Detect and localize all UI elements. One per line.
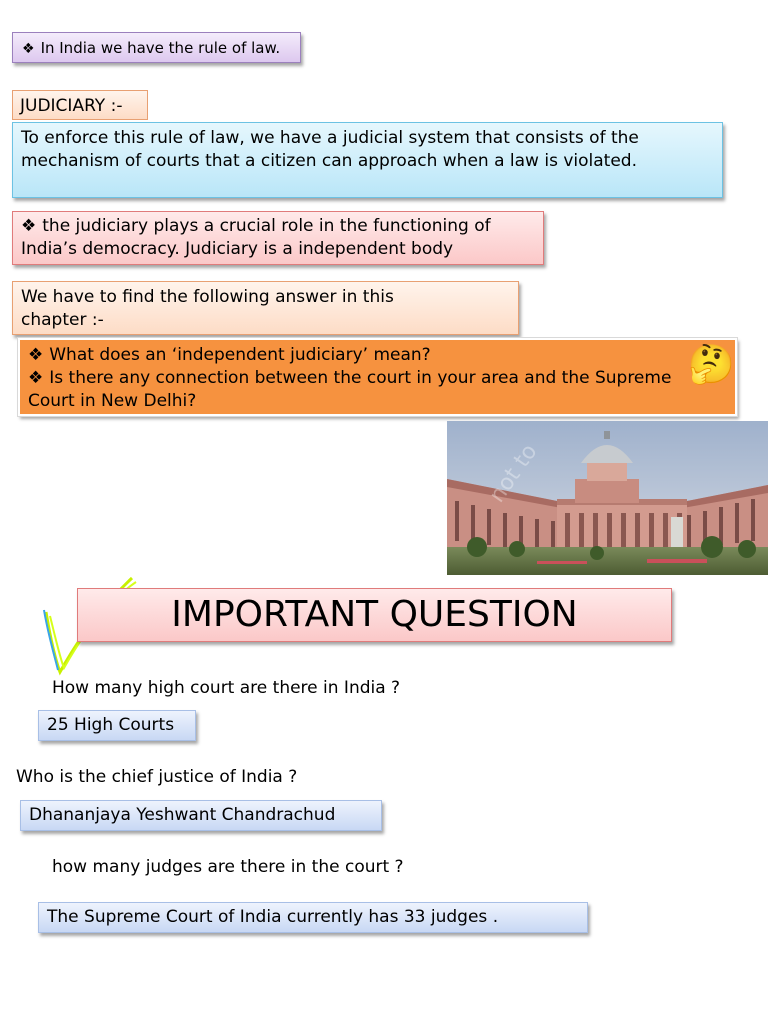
chapter-intro-text: We have to find the following answer in this chapter :- (21, 287, 394, 330)
bullet-icon: ❖ (21, 216, 37, 236)
thinking-face-icon: 🤔 (687, 342, 735, 386)
answer-box-2: Dhananjaya Yeshwant Chandrachud (20, 800, 382, 831)
bullet-icon: ❖ (22, 41, 35, 57)
judiciary-role-text: the judiciary plays a crucial role in the functioning of India’s democracy. Judiciary is a independent body (21, 216, 491, 259)
important-question-title: IMPORTANT QUESTION (77, 588, 672, 642)
chapter-intro-box (12, 281, 519, 335)
answer-box-3: The Supreme Court of India currently has 33 judges . (38, 902, 588, 933)
rule-of-law-box (12, 32, 301, 63)
question-text-3: how many judges are there in the court ? (52, 857, 404, 877)
question-text-2: Who is the chief justice of India ? (16, 767, 298, 787)
bullet-icon: ❖ (28, 368, 44, 388)
judiciary-heading: JUDICIARY :- (12, 90, 148, 120)
watermark-text: not to (484, 439, 543, 508)
rule-of-law-text: In India we have the rule of law. (40, 39, 281, 57)
judiciary-role-box (12, 211, 544, 265)
judiciary-definition: To enforce this rule of law, we have a judicial system that consists of the mechanism of courts that a citizen can approach when a law is violated. (12, 122, 723, 198)
bullet-icon: ❖ (28, 345, 44, 365)
chapter-questions-box (18, 338, 737, 416)
chapter-question-1: ❖ What does an ‘independent judiciary’ mean? (28, 345, 431, 365)
supreme-court-image (447, 421, 768, 575)
question-text-1: How many high court are there in India ? (52, 678, 401, 698)
answer-box-1: 25 High Courts (38, 710, 196, 741)
chapter-question-2: ❖ Is there any connection between the court in your area and the Supreme Court in New Delhi? (28, 368, 672, 411)
